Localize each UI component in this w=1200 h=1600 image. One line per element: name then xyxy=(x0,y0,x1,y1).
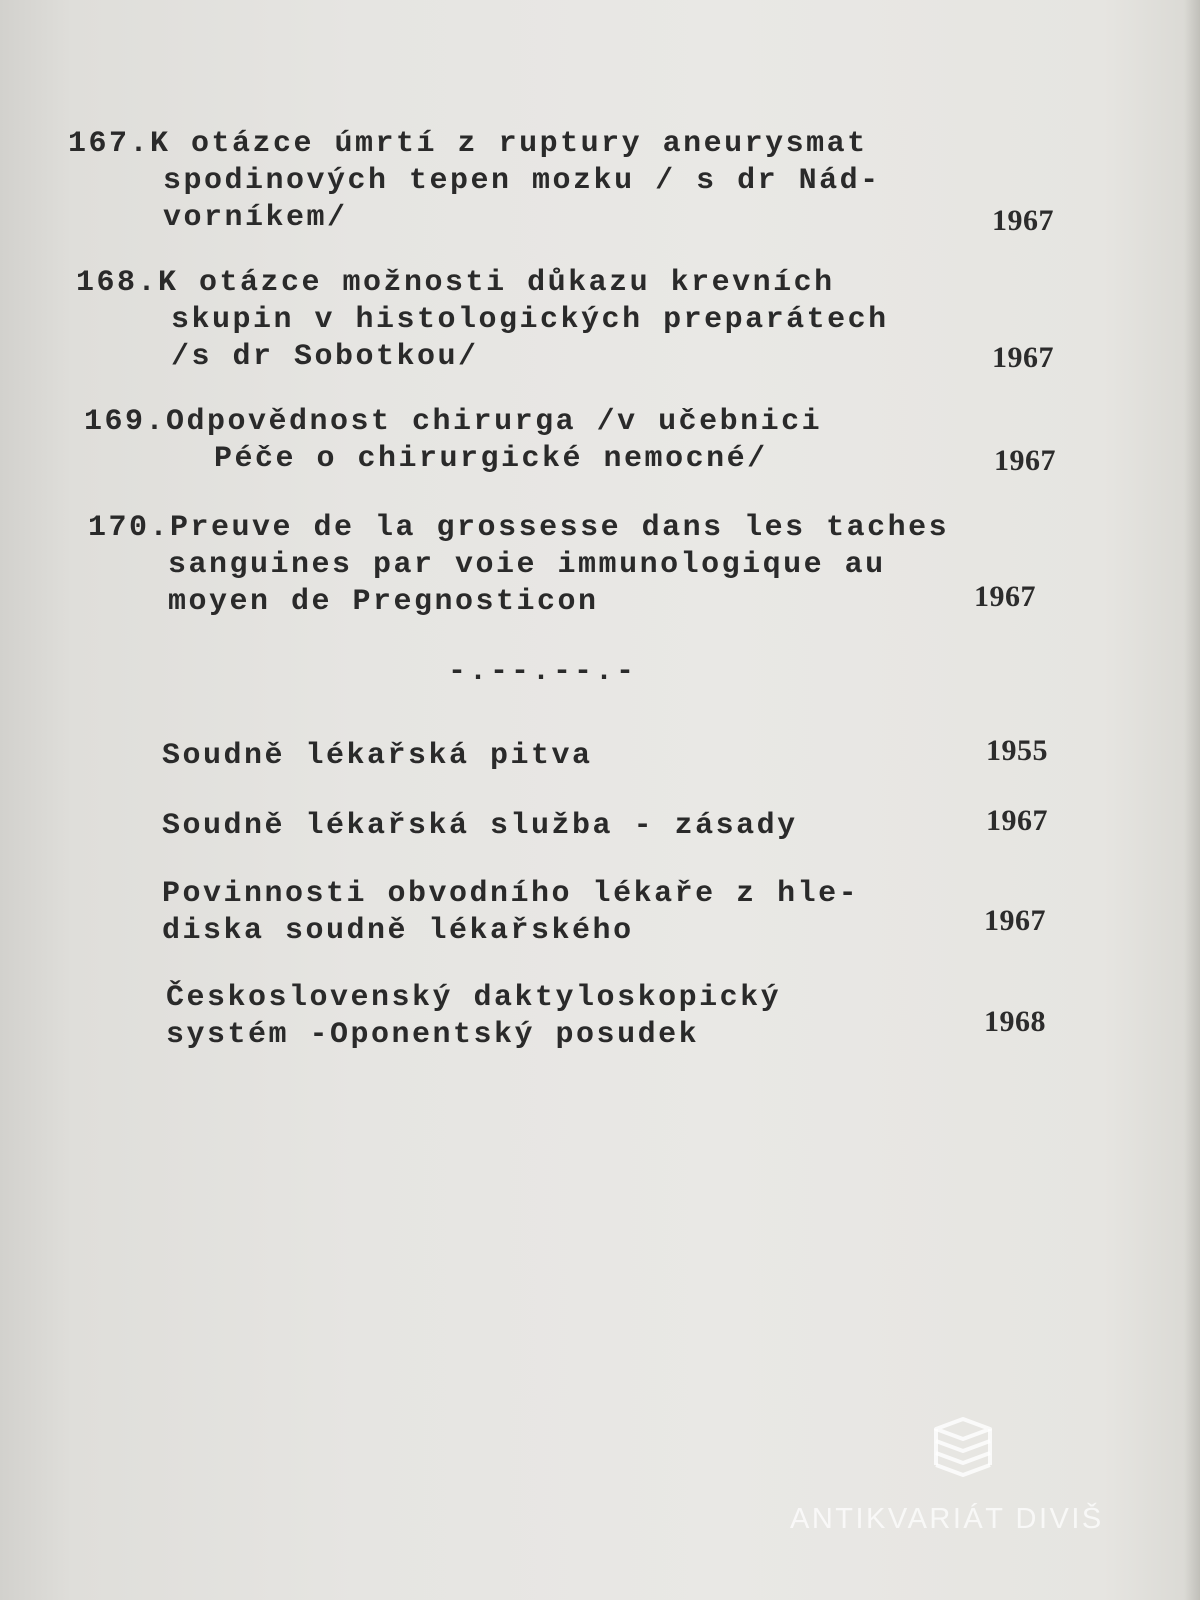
page-edge xyxy=(1184,0,1200,1600)
entry-title-line: /s dr Sobotkou/ xyxy=(171,340,479,374)
entry-170 xyxy=(88,510,949,621)
entry-title-line: Povinnosti obvodního lékaře z hle- xyxy=(162,877,860,911)
entry-title-line: systém -Oponentský posudek xyxy=(166,1018,700,1052)
watermark xyxy=(790,1415,1150,1545)
book-stack-icon xyxy=(932,1415,994,1485)
watermark-text: ANTIKVARIÁT DIVIŠ xyxy=(790,1503,1104,1535)
entry-year: 1967 xyxy=(994,444,1056,477)
entry-167 xyxy=(68,126,881,237)
entry-year: 1967 xyxy=(974,580,1036,613)
entry-year: 1967 xyxy=(992,204,1054,237)
entry-number: 169. xyxy=(84,405,167,439)
entry-title-line: Soudně lékařská pitva xyxy=(162,739,593,773)
entry-title-line: Československý daktyloskopický xyxy=(166,981,782,1015)
entry-title-line: K otázce možnosti důkazu krevních xyxy=(158,266,835,300)
entry-number: 167. xyxy=(68,127,151,161)
unnumbered-entry xyxy=(162,876,859,950)
entry-title-line: diska soudně lékařského xyxy=(162,914,634,948)
entry-title-line: Péče o chirurgické nemocné/ xyxy=(214,442,768,476)
entry-title-line: Preuve de la grossesse dans les taches xyxy=(170,511,950,545)
entry-169 xyxy=(84,404,822,478)
entry-title-line: Odpovědnost chirurga /v učebnici xyxy=(166,405,823,439)
unnumbered-entry xyxy=(166,980,781,1054)
entry-title-line: moyen de Pregnosticon xyxy=(168,585,599,619)
entry-title-line: vorníkem/ xyxy=(163,201,348,235)
entry-year: 1967 xyxy=(986,804,1048,837)
entry-title-line: sanguines par voie immunologique au xyxy=(168,548,886,582)
unnumbered-entry xyxy=(162,738,593,775)
entry-number: 170. xyxy=(88,511,171,545)
section-divider: -.--.--.- xyxy=(448,655,638,689)
entry-year: 1968 xyxy=(984,1005,1046,1038)
entry-168 xyxy=(76,265,889,376)
entry-year: 1955 xyxy=(986,734,1048,767)
entry-title-line: skupin v histologických preparátech xyxy=(171,303,889,337)
entry-year: 1967 xyxy=(984,904,1046,937)
entry-number: 168. xyxy=(76,266,159,300)
entry-title-line: Soudně lékařská služba - zásady xyxy=(162,809,798,843)
entry-year: 1967 xyxy=(992,341,1054,374)
unnumbered-entry xyxy=(162,808,798,845)
entry-title-line: K otázce úmrtí z ruptury aneurysmat xyxy=(150,127,868,161)
entry-title-line: spodinových tepen mozku / s dr Nád- xyxy=(163,164,881,198)
